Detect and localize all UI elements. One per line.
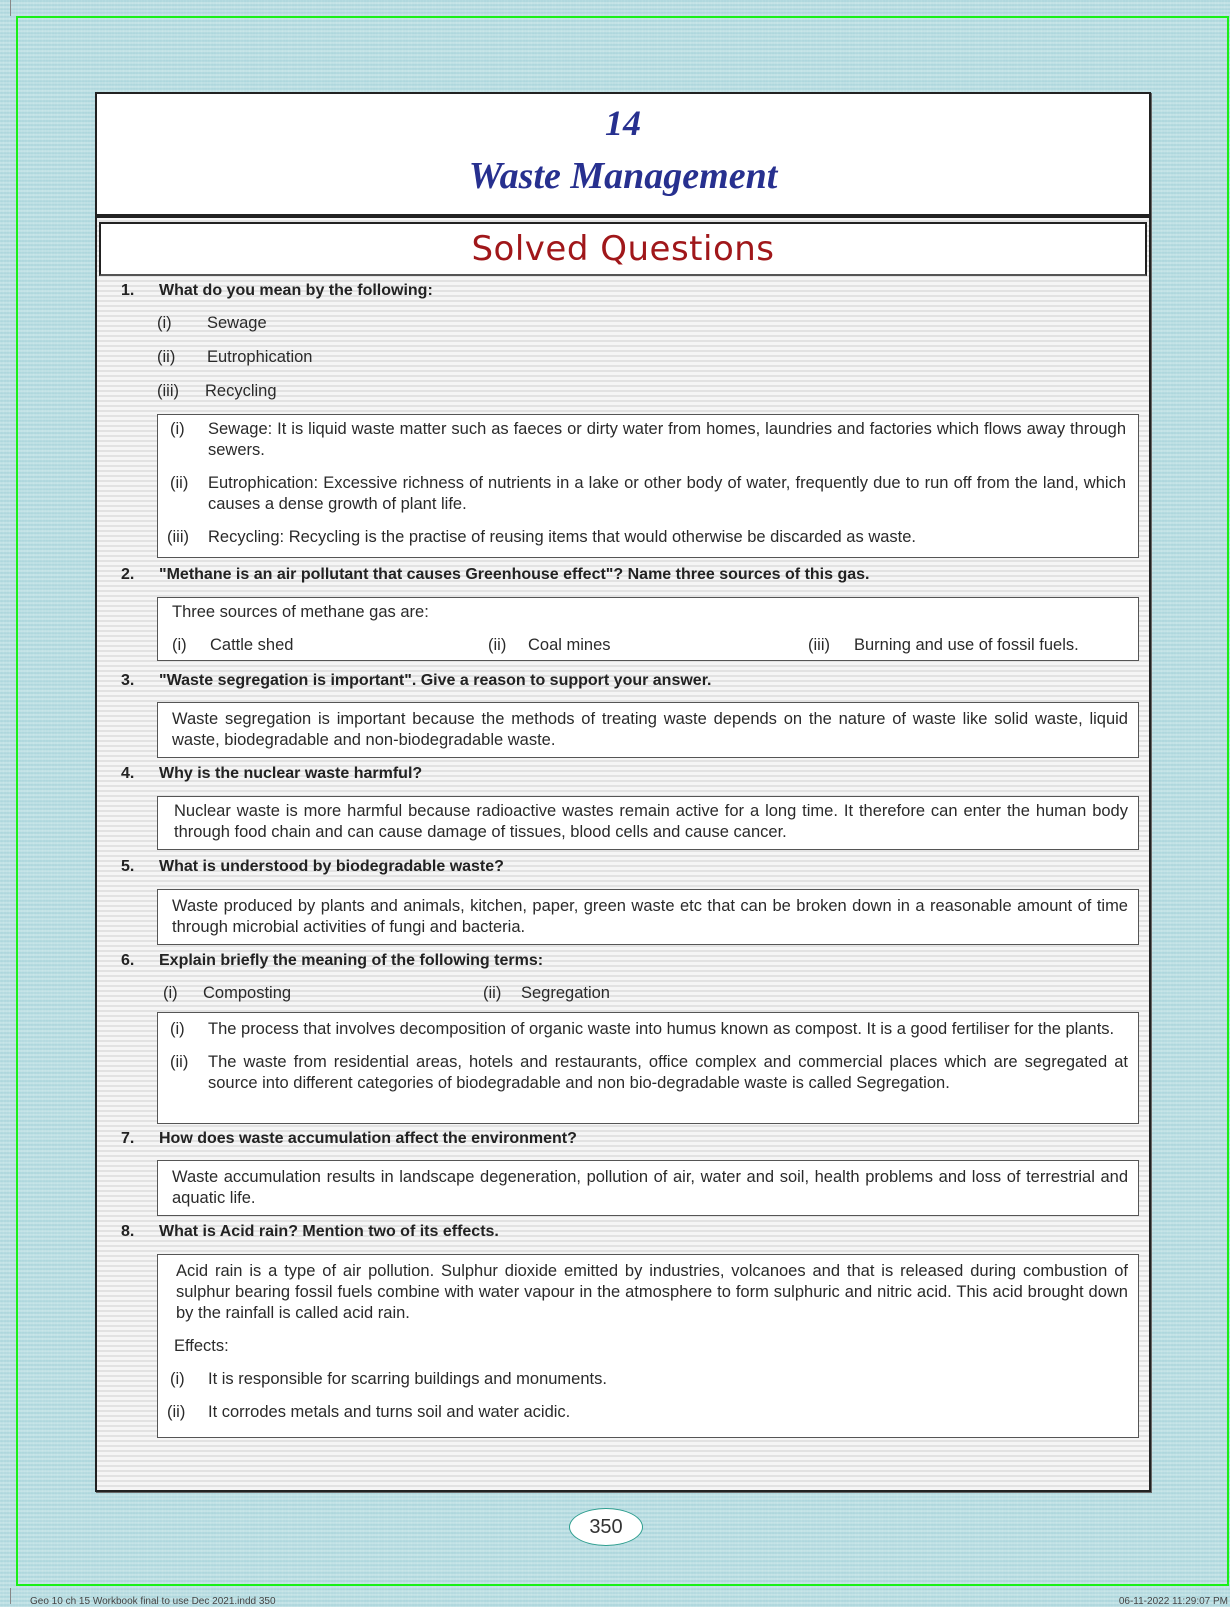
crop-mark-bottom	[10, 1588, 11, 1604]
source-label: (ii)	[488, 636, 507, 654]
crop-mark-top	[10, 0, 11, 16]
question-subitem: (i) Sewage	[157, 314, 267, 332]
question-1	[121, 282, 433, 300]
question-subitem: (ii) Eutrophication	[157, 348, 313, 366]
question-number: 1.	[121, 282, 135, 299]
answer-box-7: Waste accumulation results in landscape degeneration, pollution of air, water and soil, health problems and loss of terrestrial and aquatic life.	[157, 1160, 1139, 1216]
footer-file-info: Geo 10 ch 15 Workbook final to use Dec 2021.indd 350	[30, 1596, 276, 1607]
question-6: 6. Explain briefly the meaning of the following terms:	[121, 952, 544, 969]
source-text: Burning and use of fossil fuels.	[854, 636, 1079, 654]
answer-item: (i) The process that involves decomposition of organic waste into humus known as compost. It is a good fertiliser for the plants.	[170, 1020, 1115, 1038]
section-banner	[99, 222, 1147, 276]
answer-item: (ii) Eutrophication: Excessive richness of nutrients in a lake or other body of water, frequently due to run off from the land, which causes a dense growth of plant life.	[170, 474, 1126, 513]
question-8: 8. What is Acid rain? Mention two of its effects.	[121, 1223, 499, 1240]
page-number: 350	[569, 1508, 643, 1546]
question-5: 5. What is understood by biodegradable waste?	[121, 858, 504, 875]
question-subitem: (i) Composting	[163, 984, 292, 1002]
answer-item: (ii) It corrodes metals and turns soil and water acidic.	[167, 1403, 571, 1421]
answer-item: (i) Sewage: It is liquid waste matter such as faeces or dirty water from homes, laundries and factories which flows away through sewers.	[170, 420, 1126, 459]
question-subitem: (ii) Segregation	[483, 984, 610, 1002]
answer-item: (ii) The waste from residential areas, hotels and restaurants, office complex and commercial places which are segregated at source into different categories of biodegradable and non bio-degradable waste is called Segregation.	[170, 1053, 1128, 1092]
answer-box-1	[157, 414, 1139, 558]
footer-timestamp: 06-11-2022 11:29:07 PM	[1118, 1596, 1228, 1607]
answer-paragraph: Acid rain is a type of air pollution. Sulphur dioxide emitted by industries, volcanoes and that is released during combustion of sulphur bearing fossil fuels combine with water vapour in the atmosphere to form sulphuric and nitric acid. This acid brought down by the rainfall is called acid rain.	[176, 1262, 1128, 1322]
chapter-title: Waste Management	[468, 155, 778, 197]
question-subitem: (iii) Recycling	[157, 382, 277, 400]
chapter-header	[97, 94, 1149, 218]
answer-item: (iii) Recycling: Recycling is the practise of reusing items that would otherwise be discarded as waste.	[167, 528, 917, 546]
answer-box-2: Three sources of methane gas are: (i) Cattle shed (ii) Coal mines (iii) Burning and use of fossil fuels.	[157, 597, 1139, 661]
section-banner-title: Solved Questions	[471, 229, 775, 269]
question-2: 2. "Methane is an air pollutant that causes Greenhouse effect"? Name three sources of this gas.	[121, 566, 870, 583]
source-label: (iii)	[808, 636, 830, 654]
answer-item: (i) It is responsible for scarring buildings and monuments.	[170, 1370, 607, 1388]
methane-sources	[172, 635, 1128, 657]
source-label: (i)	[172, 636, 187, 654]
answer-box-6	[157, 1012, 1139, 1124]
source-text: Cattle shed	[210, 636, 294, 654]
answer-box-4: Nuclear waste is more harmful because radioactive wastes remain active for a long time. It therefore can enter the human body through food chain and can cause damage of tissues, blood cells and cause cancer.	[157, 796, 1139, 850]
question-4: 4. Why is the nuclear waste harmful?	[121, 765, 423, 782]
question-7: 7. How does waste accumulation affect the environment?	[121, 1130, 577, 1147]
source-text: Coal mines	[528, 636, 611, 654]
answer-box-3: Waste segregation is important because the methods of treating waste depends on the nature of waste like solid waste, liquid waste, biodegradable and non-biodegradable waste.	[157, 702, 1139, 758]
worksheet-page	[95, 92, 1151, 1492]
effects-label: Effects:	[174, 1337, 229, 1355]
question-text: What do you mean by the following:	[159, 282, 433, 299]
answer-box-5: Waste produced by plants and animals, kitchen, paper, green waste etc that can be broken down in a reasonable amount of time through microbial activities of fungi and bacteria.	[157, 889, 1139, 945]
chapter-number: 14	[605, 103, 641, 143]
answer-box-8	[157, 1254, 1139, 1438]
question-3: 3. "Waste segregation is important". Give a reason to support your answer.	[121, 672, 712, 689]
